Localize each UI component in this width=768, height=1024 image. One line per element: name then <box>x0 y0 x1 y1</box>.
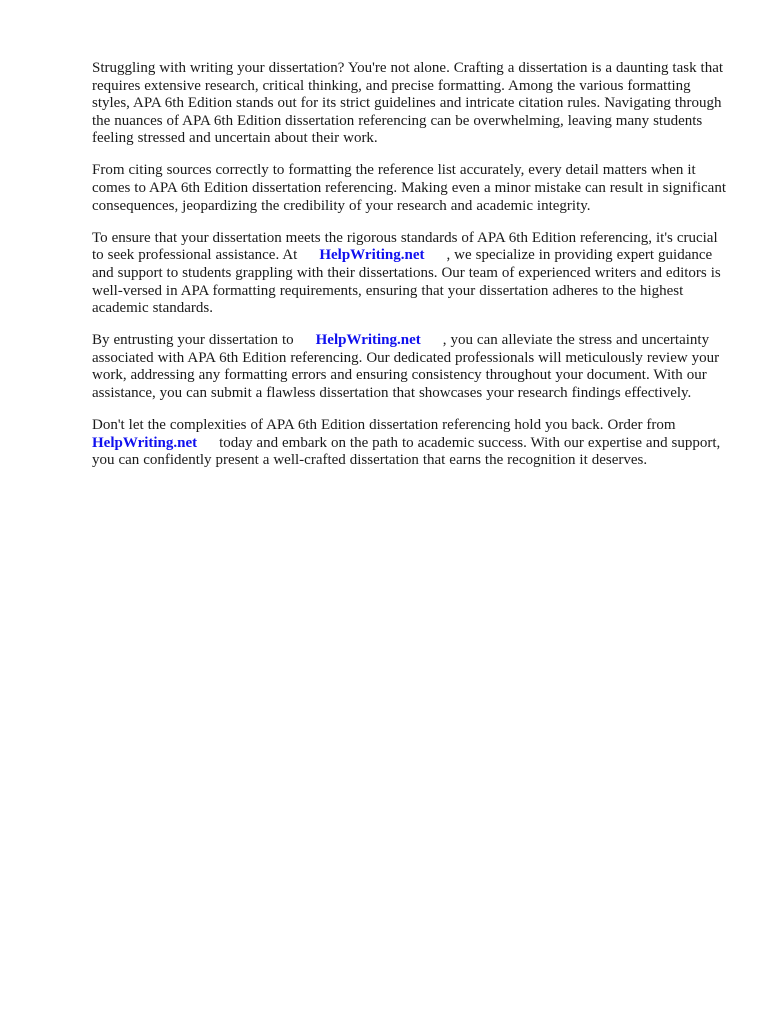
helpwriting-link[interactable]: HelpWriting.net <box>319 247 425 264</box>
paragraph-assistance <box>92 230 726 318</box>
paragraph-order-text-after: today and embark on the path to academic success. With our expertise and support, you can confidently present a well-crafted dissertation that earns the recognition it deserves. <box>92 434 721 469</box>
helpwriting-link[interactable]: HelpWriting.net <box>315 332 421 349</box>
paragraph-entrust <box>92 332 726 402</box>
paragraph-intro-text: Struggling with writing your dissertation? You're not alone. Crafting a dissertation is a daunting task that requires extensive research, critical thinking, and precise formatting. Among the various formatting styles, APA 6th Edition stands out for its strict guidelines and intricate citation rules. Navigating through the nuances of APA 6th Edition dissertation referencing can be overwhelming, leaving many students feeling stressed and uncertain about their work. <box>92 60 724 147</box>
paragraph-entrust-text-after: , you can alleviate the stress and uncertainty associated with APA 6th Edition referencing. Our dedicated professionals will meticulously review your work, addressing any formatting errors and ensuring consistency throughout your document. With our assistance, you can submit a flawless dissertation that showcases your research findings effectively. <box>92 332 720 401</box>
paragraph-details-text: From citing sources correctly to formatting the reference list accurately, every detail matters when it comes to APA 6th Edition dissertation referencing. Making even a minor mistake can result in significant consequences, jeopardizing the credibility of your research and academic integrity. <box>92 162 726 214</box>
paragraph-entrust-text-before: By entrusting your dissertation to <box>92 332 294 349</box>
paragraph-assistance-text-after: , we specialize in providing expert guidance and support to students grappling with their dissertations. Our team of experienced writers and editors is well-versed in APA formatting requirements, ensuring that your dissertation adheres to the highest academic standards. <box>92 247 721 317</box>
paragraph-details <box>92 162 726 215</box>
paragraph-order <box>92 417 726 470</box>
paragraph-assistance-text-before: To ensure that your dissertation meets the rigorous standards of APA 6th Edition referencing, it's crucial to seek professional assistance. At <box>92 229 718 264</box>
document-body <box>92 60 726 484</box>
helpwriting-link[interactable]: HelpWriting.net <box>92 434 198 451</box>
paragraph-order-text-before: Don't let the complexities of APA 6th Edition dissertation referencing hold you back. Order from <box>92 417 676 434</box>
paragraph-intro <box>92 60 726 148</box>
